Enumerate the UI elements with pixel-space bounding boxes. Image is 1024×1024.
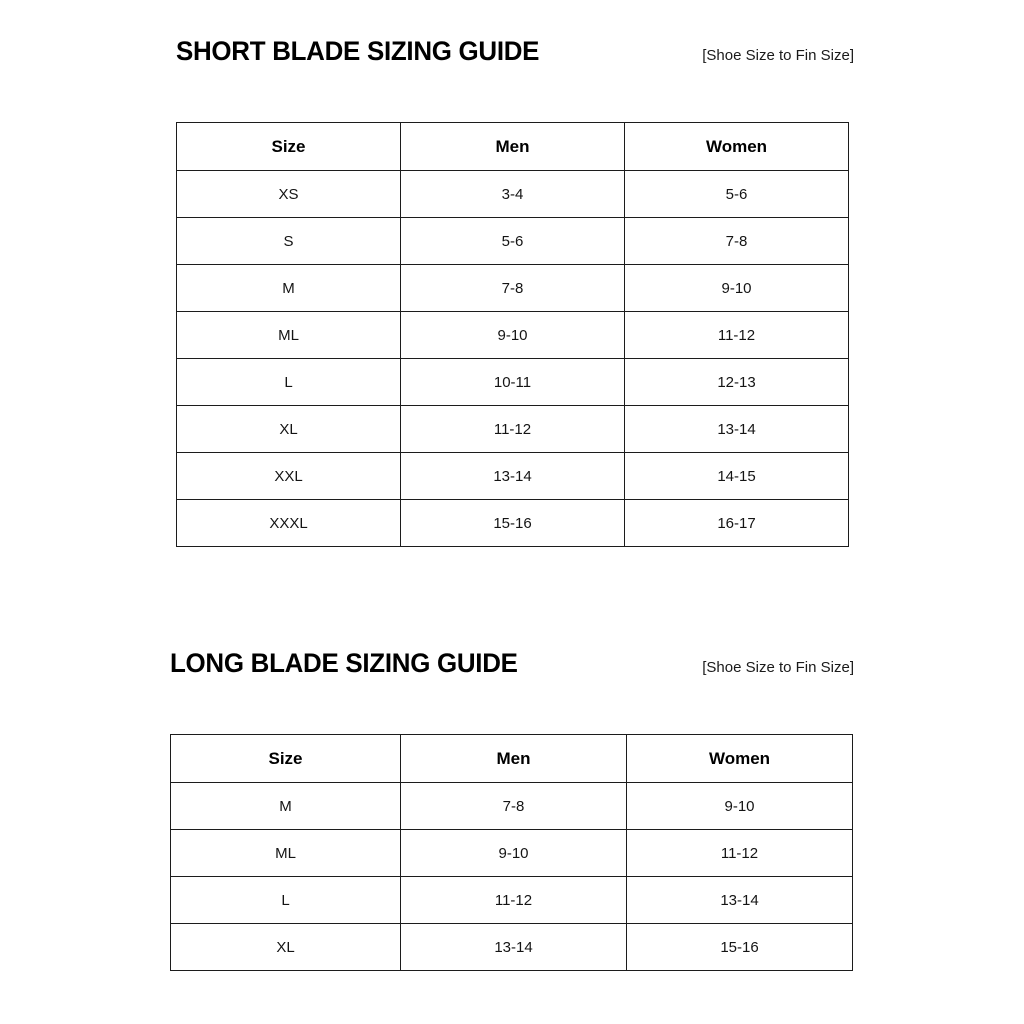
short-blade-table-wrap (0, 122, 1024, 547)
cell-size: XL (171, 924, 401, 971)
table-row (177, 218, 849, 265)
cell-size: ML (171, 830, 401, 877)
cell-women: 16-17 (625, 500, 849, 547)
cell-men: 15-16 (401, 500, 625, 547)
cell-women: 11-12 (627, 830, 853, 877)
long-blade-size-table (170, 734, 853, 971)
cell-size: S (177, 218, 401, 265)
cell-women: 7-8 (625, 218, 849, 265)
long-blade-title: LONG BLADE SIZING GUIDE (170, 648, 518, 678)
cell-women: 12-13 (625, 359, 849, 406)
table-row (171, 924, 853, 971)
table-header-row (177, 123, 849, 171)
cell-women: 5-6 (625, 171, 849, 218)
short-blade-size-table (176, 122, 849, 547)
table-row (177, 171, 849, 218)
table-row (177, 406, 849, 453)
short-blade-title: SHORT BLADE SIZING GUIDE (176, 36, 540, 66)
column-header-women: Women (625, 123, 849, 171)
cell-men: 3-4 (401, 171, 625, 218)
table-row (177, 453, 849, 500)
cell-size: L (171, 877, 401, 924)
cell-women: 9-10 (627, 783, 853, 830)
cell-men: 11-12 (401, 877, 627, 924)
table-row (171, 783, 853, 830)
table-row (177, 265, 849, 312)
cell-women: 11-12 (625, 312, 849, 359)
cell-women: 9-10 (625, 265, 849, 312)
long-blade-heading-row (0, 648, 1024, 694)
table-header-row (171, 735, 853, 783)
cell-size: ML (177, 312, 401, 359)
cell-men: 5-6 (401, 218, 625, 265)
cell-men: 13-14 (401, 924, 627, 971)
cell-men: 7-8 (401, 265, 625, 312)
long-blade-table-wrap (0, 734, 1024, 971)
cell-size: L (177, 359, 401, 406)
cell-women: 13-14 (627, 877, 853, 924)
table-row (171, 877, 853, 924)
short-blade-section (0, 36, 1024, 547)
cell-size: XS (177, 171, 401, 218)
short-blade-heading-row (0, 36, 1024, 82)
long-blade-note: [Shoe Size to Fin Size] (702, 659, 854, 676)
column-header-men: Men (401, 735, 627, 783)
column-header-size: Size (171, 735, 401, 783)
cell-women: 13-14 (625, 406, 849, 453)
cell-women: 15-16 (627, 924, 853, 971)
cell-size: XXL (177, 453, 401, 500)
long-blade-section (0, 648, 1024, 971)
table-row (177, 359, 849, 406)
table-row (177, 500, 849, 547)
cell-men: 9-10 (401, 830, 627, 877)
cell-men: 11-12 (401, 406, 625, 453)
cell-size: M (171, 783, 401, 830)
table-row (177, 312, 849, 359)
column-header-size: Size (177, 123, 401, 171)
cell-women: 14-15 (625, 453, 849, 500)
table-row (171, 830, 853, 877)
cell-size: XL (177, 406, 401, 453)
cell-size: M (177, 265, 401, 312)
column-header-men: Men (401, 123, 625, 171)
cell-men: 10-11 (401, 359, 625, 406)
cell-size: XXXL (177, 500, 401, 547)
column-header-women: Women (627, 735, 853, 783)
cell-men: 7-8 (401, 783, 627, 830)
cell-men: 9-10 (401, 312, 625, 359)
cell-men: 13-14 (401, 453, 625, 500)
short-blade-note: [Shoe Size to Fin Size] (702, 47, 854, 64)
